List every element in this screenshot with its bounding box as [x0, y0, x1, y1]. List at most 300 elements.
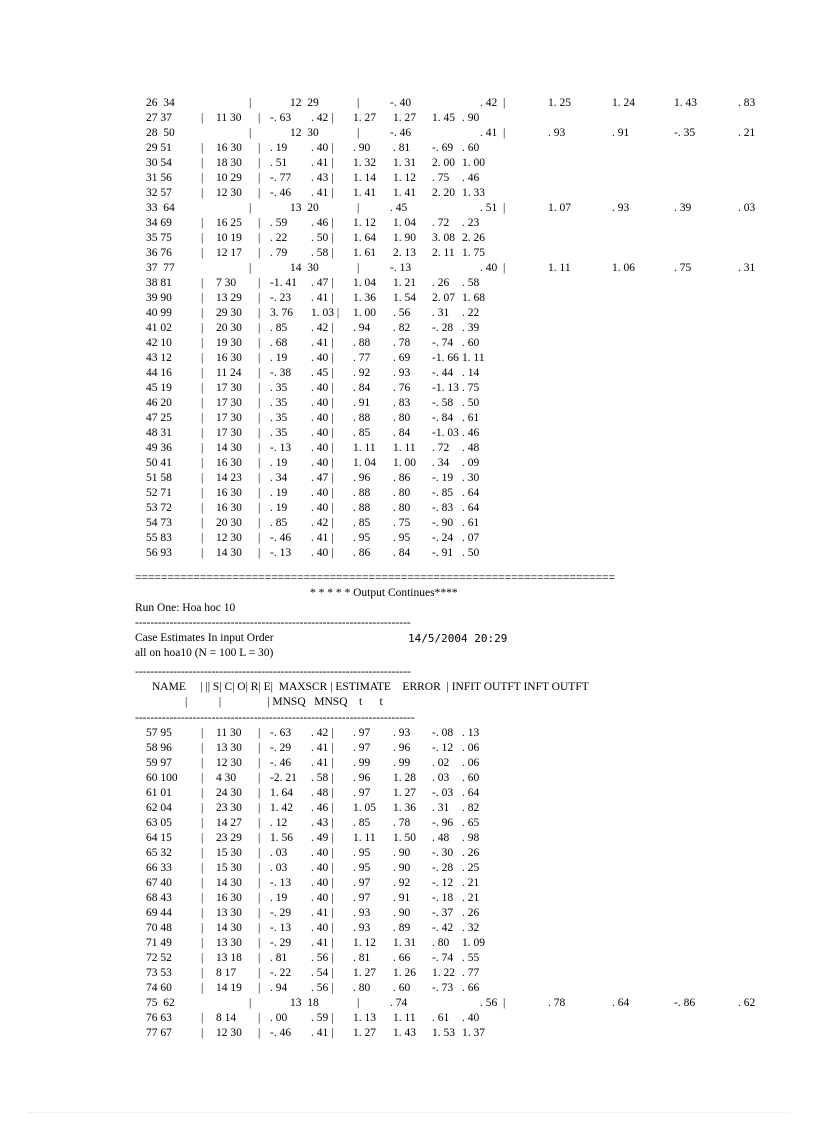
- table-cell: . 47 |: [311, 472, 334, 484]
- table-cell: 1. 06: [612, 262, 635, 274]
- table-cell: . 22: [270, 232, 288, 244]
- table-cell: . 41 |: [311, 187, 334, 199]
- table-cell: 14 19: [216, 982, 242, 994]
- table-cell: . 31: [432, 307, 450, 319]
- table-cell: . 95: [353, 847, 371, 859]
- table-cell: 16 30: [216, 457, 242, 469]
- table-cell: 20 30: [216, 322, 242, 334]
- table-cell: 1. 07: [548, 202, 571, 214]
- table-cell: 7 30: [216, 277, 237, 289]
- table-cell: -. 19: [432, 472, 454, 484]
- table-cell: . 72: [432, 442, 450, 454]
- table-cell: . 81: [353, 952, 371, 964]
- table-cell: 2. 11: [432, 247, 455, 259]
- table-cell: . 51: [270, 157, 288, 169]
- table-cell: 64 15: [146, 832, 172, 844]
- table-cell: -. 69: [432, 142, 454, 154]
- table-cell: 48 31: [146, 427, 172, 439]
- table-cell: . 34: [270, 472, 288, 484]
- table-cell: 69 44: [146, 907, 172, 919]
- table-cell: . 88: [353, 412, 371, 424]
- table-cell: |: [258, 802, 261, 814]
- table-cell: . 64: [462, 502, 480, 514]
- table-cell: |: [258, 862, 261, 874]
- table-cell: 16 25: [216, 217, 242, 229]
- table-cell: . 97: [353, 787, 371, 799]
- table-cell: |: [258, 397, 261, 409]
- table-cell: 1. 37: [462, 1027, 485, 1039]
- table-cell: . 81: [393, 142, 411, 154]
- table-cell: . 84: [393, 427, 411, 439]
- table-cell: . 46: [462, 172, 480, 184]
- table-cell: 70 48: [146, 922, 172, 934]
- table-cell: . 06: [462, 757, 480, 769]
- table-cell: 1. 25: [548, 97, 571, 109]
- table-cell: |: [201, 232, 204, 244]
- table-cell: |: [201, 142, 204, 154]
- table-cell: 1. 28: [393, 772, 416, 784]
- table-cell: 1. 27: [393, 787, 416, 799]
- table-cell: 14 30: [216, 877, 242, 889]
- table-cell: 1. 21: [393, 277, 416, 289]
- table-cell: . 90: [393, 907, 411, 919]
- table-cell: 10 19: [216, 232, 242, 244]
- table-cell: . 45 |: [311, 367, 334, 379]
- table-cell: . 77: [353, 352, 371, 364]
- table-cell: . 46 |: [311, 802, 334, 814]
- table-cell: -. 13: [390, 262, 412, 274]
- table-cell: . 56 |: [311, 952, 334, 964]
- table-cell: -. 83: [432, 502, 454, 514]
- table-cell: 1. 42: [270, 802, 293, 814]
- table-cell: . 83: [393, 397, 411, 409]
- table-cell: |: [201, 802, 204, 814]
- table-cell: |: [258, 772, 261, 784]
- table-cell: -. 46: [390, 127, 412, 139]
- table-cell: |: [258, 277, 261, 289]
- table-cell: |: [357, 97, 360, 109]
- table-cell: . 56 |: [480, 997, 506, 1009]
- table-cell: . 58: [462, 277, 480, 289]
- table-cell: . 03: [270, 847, 288, 859]
- table-cell: -1. 03: [432, 427, 459, 439]
- table-cell: 1. 09: [462, 937, 485, 949]
- table-cell: |: [258, 892, 261, 904]
- table-cell: . 35: [270, 427, 288, 439]
- table-cell: -. 91: [432, 547, 454, 559]
- table-cell: . 74: [390, 997, 408, 1009]
- table-cell: -. 46: [270, 187, 292, 199]
- table-cell: 13 20: [290, 202, 319, 214]
- table-cell: |: [258, 472, 261, 484]
- table-cell: 4 30: [216, 772, 237, 784]
- table-cell: |: [258, 217, 261, 229]
- table-cell: 66 33: [146, 862, 172, 874]
- table-cell: . 61: [462, 412, 480, 424]
- table-cell: -. 18: [432, 892, 454, 904]
- table-cell: 1. 24: [612, 97, 635, 109]
- table-cell: 63 05: [146, 817, 172, 829]
- table-cell: . 78: [548, 997, 566, 1009]
- table-cell: 1. 27: [353, 1027, 376, 1039]
- table-cell: |: [201, 742, 204, 754]
- table-cell: . 02: [432, 757, 450, 769]
- table-cell: -. 28: [432, 322, 454, 334]
- table-cell: 1. 43: [674, 97, 697, 109]
- table-cell: 47 25: [146, 412, 172, 424]
- table-cell: |: [201, 502, 204, 514]
- table-cell: 1. 53: [432, 1027, 455, 1039]
- table-cell: -1. 13: [432, 382, 459, 394]
- table-cell: |: [258, 1012, 261, 1024]
- table-cell: -. 28: [432, 862, 454, 874]
- table-cell: . 85: [353, 427, 371, 439]
- table-cell: |: [201, 247, 204, 259]
- table-cell: 12 30: [216, 532, 242, 544]
- table-cell: 77 67: [146, 1027, 172, 1039]
- table-cell: . 96: [353, 772, 371, 784]
- table-cell: 2. 00: [432, 157, 455, 169]
- table-cell: . 96: [393, 742, 411, 754]
- table-cell: . 91: [353, 397, 371, 409]
- table-cell: 52 71: [146, 487, 172, 499]
- table-cell: -. 74: [432, 337, 454, 349]
- table-cell: |: [258, 232, 261, 244]
- table-cell: . 03: [270, 862, 288, 874]
- table-cell: 23 29: [216, 832, 242, 844]
- table-cell: . 45: [390, 202, 408, 214]
- table-cell: . 89: [393, 922, 411, 934]
- table-cell: |: [201, 472, 204, 484]
- table-cell: 44 16: [146, 367, 172, 379]
- table-cell: |: [258, 457, 261, 469]
- table-cell: . 85: [270, 517, 288, 529]
- table-cell: . 75: [462, 382, 480, 394]
- table-cell: |: [249, 262, 252, 274]
- table-cell: -. 13: [270, 442, 292, 454]
- run-datetime: 14/5/2004 20:29: [408, 632, 508, 645]
- table-cell: . 59 |: [311, 1012, 334, 1024]
- table-cell: -. 73: [432, 982, 454, 994]
- table-cell: 26 34: [146, 97, 175, 109]
- table-cell: |: [258, 172, 261, 184]
- table-cell: 1. 04: [393, 217, 416, 229]
- table-cell: |: [258, 817, 261, 829]
- table-cell: . 46: [462, 427, 480, 439]
- table-cell: . 55: [462, 952, 480, 964]
- table-cell: |: [201, 157, 204, 169]
- table-cell: . 93: [353, 922, 371, 934]
- table-cell: 1. 27: [353, 967, 376, 979]
- table-cell: 29 30: [216, 307, 242, 319]
- table-cell: |: [201, 217, 204, 229]
- table-cell: -. 12: [432, 877, 454, 889]
- table-cell: 14 30: [216, 442, 242, 454]
- table-cell: -. 77: [270, 172, 292, 184]
- table-cell: 3. 76: [270, 307, 293, 319]
- table-cell: |: [258, 502, 261, 514]
- table-cell: . 39: [674, 202, 692, 214]
- table-cell: . 19: [270, 487, 288, 499]
- table-cell: 2. 26: [462, 232, 485, 244]
- table-cell: |: [258, 247, 261, 259]
- table-cell: |: [201, 772, 204, 784]
- table-cell: . 48: [432, 832, 450, 844]
- table-cell: . 91: [393, 892, 411, 904]
- table-cell: 1. 43: [393, 1027, 416, 1039]
- table-cell: 54 73: [146, 517, 172, 529]
- table-cell: . 13: [462, 727, 480, 739]
- table-cell: . 03: [738, 202, 756, 214]
- table-cell: . 32: [462, 922, 480, 934]
- table-cell: . 90: [393, 847, 411, 859]
- table-cell: 16 30: [216, 487, 242, 499]
- table-cell: . 09: [462, 457, 480, 469]
- table-cell: 35 75: [146, 232, 172, 244]
- table-cell: 1. 61: [353, 247, 376, 259]
- table-cell: 1. 14: [353, 172, 376, 184]
- table-cell: |: [258, 982, 261, 994]
- table-cell: 51 58: [146, 472, 172, 484]
- table-cell: . 88: [353, 337, 371, 349]
- table-cell: 57 95: [146, 727, 172, 739]
- table-cell: 1. 05: [353, 802, 376, 814]
- table-cell: 2. 13: [393, 247, 416, 259]
- table-cell: . 95: [393, 532, 411, 544]
- table-cell: . 00: [270, 1012, 288, 1024]
- table-cell: |: [201, 1027, 204, 1039]
- table-cell: . 42 |: [311, 112, 334, 124]
- table-cell: 1. 11: [393, 1012, 416, 1024]
- table-cell: . 85: [353, 517, 371, 529]
- table-cell: . 06: [462, 742, 480, 754]
- table-cell: -. 96: [432, 817, 454, 829]
- table-cell: 55 83: [146, 532, 172, 544]
- table-cell: 3. 08: [432, 232, 455, 244]
- table-cell: |: [201, 367, 204, 379]
- table-header-line-2: | | | MNSQ MNSQ t t: [185, 696, 383, 708]
- table-cell: |: [201, 877, 204, 889]
- table-cell: 1. 64: [353, 232, 376, 244]
- table-cell: |: [201, 412, 204, 424]
- table-cell: . 40 |: [311, 502, 334, 514]
- table-cell: |: [201, 787, 204, 799]
- table-cell: . 03: [432, 772, 450, 784]
- table-cell: . 41 |: [311, 742, 334, 754]
- table-cell: -. 30: [432, 847, 454, 859]
- table-cell: |: [201, 397, 204, 409]
- table-cell: . 40 |: [311, 457, 334, 469]
- table-cell: . 81: [270, 952, 288, 964]
- table-cell: 11 30: [216, 112, 242, 124]
- table-cell: . 75: [393, 517, 411, 529]
- table-cell: 12 17: [216, 247, 242, 259]
- table-cell: 14 27: [216, 817, 242, 829]
- table-cell: 50 41: [146, 457, 172, 469]
- table-cell: 12 30: [216, 1027, 242, 1039]
- table-cell: . 23: [462, 217, 480, 229]
- table-cell: . 19: [270, 142, 288, 154]
- table-cell: 30 54: [146, 157, 172, 169]
- table-cell: |: [201, 277, 204, 289]
- table-cell: 58 96: [146, 742, 172, 754]
- table-cell: 8 14: [216, 1012, 237, 1024]
- table-cell: 19 30: [216, 337, 242, 349]
- table-cell: . 25: [462, 862, 480, 874]
- table-cell: . 42 |: [480, 97, 506, 109]
- table-cell: 39 90: [146, 292, 172, 304]
- table-cell: |: [201, 937, 204, 949]
- table-cell: 2. 07: [432, 292, 455, 304]
- table-cell: |: [258, 292, 261, 304]
- table-cell: . 34: [432, 457, 450, 469]
- table-cell: . 75: [674, 262, 692, 274]
- table-cell: . 40: [462, 1012, 480, 1024]
- table-cell: -. 44: [432, 367, 454, 379]
- table-cell: 17 30: [216, 382, 242, 394]
- table-cell: 1. 11: [353, 832, 376, 844]
- table-cell: |: [258, 427, 261, 439]
- table-cell: |: [258, 727, 261, 739]
- table-cell: -. 13: [270, 547, 292, 559]
- table-cell: . 49 |: [311, 832, 334, 844]
- table-cell: -. 23: [270, 292, 292, 304]
- table-cell: . 80: [393, 412, 411, 424]
- table-cell: |: [201, 862, 204, 874]
- table-cell: |: [258, 967, 261, 979]
- table-cell: . 40 |: [311, 412, 334, 424]
- table-cell: . 40 |: [311, 847, 334, 859]
- table-cell: |: [201, 517, 204, 529]
- table-cell: . 92: [393, 877, 411, 889]
- table-cell: 15 30: [216, 862, 242, 874]
- table-cell: -. 74: [432, 952, 454, 964]
- table-cell: . 93: [353, 907, 371, 919]
- table-cell: 53 72: [146, 502, 172, 514]
- table-cell: . 64: [462, 787, 480, 799]
- table-cell: -. 03: [432, 787, 454, 799]
- table-cell: |: [357, 997, 360, 1009]
- table-cell: . 92: [353, 367, 371, 379]
- table-cell: . 69: [393, 352, 411, 364]
- table-cell: . 77: [462, 967, 480, 979]
- table-cell: 14 30: [290, 262, 319, 274]
- table-cell: 36 76: [146, 247, 172, 259]
- table-cell: -. 37: [432, 907, 454, 919]
- table-cell: 13 30: [216, 907, 242, 919]
- table-cell: . 21: [462, 892, 480, 904]
- table-cell: 1. 31: [393, 157, 416, 169]
- table-cell: . 60: [393, 982, 411, 994]
- table-cell: . 14: [462, 367, 480, 379]
- table-cell: 13 18: [290, 997, 319, 1009]
- table-cell: -1. 41: [270, 277, 297, 289]
- output-continues: * * * * * Output Continues****: [310, 587, 458, 599]
- table-cell: . 19: [270, 892, 288, 904]
- table-cell: . 95: [353, 862, 371, 874]
- table-cell: |: [258, 787, 261, 799]
- table-cell: 71 49: [146, 937, 172, 949]
- table-cell: . 90: [462, 112, 480, 124]
- table-cell: . 68: [270, 337, 288, 349]
- table-cell: -. 86: [674, 997, 696, 1009]
- table-cell: . 91: [612, 127, 630, 139]
- table-cell: |: [258, 832, 261, 844]
- table-cell: . 64: [462, 487, 480, 499]
- table-cell: 1. 33: [462, 187, 485, 199]
- table-cell: 11 30: [216, 727, 242, 739]
- table-cell: 1. 41: [353, 187, 376, 199]
- table-cell: |: [258, 742, 261, 754]
- table-cell: |: [201, 112, 204, 124]
- table-cell: 13 30: [216, 742, 242, 754]
- table-cell: -1. 66: [432, 352, 459, 364]
- table-cell: -. 08: [432, 727, 454, 739]
- table-cell: -. 13: [270, 877, 292, 889]
- table-cell: 13 18: [216, 952, 242, 964]
- table-cell: 1. 04: [353, 457, 376, 469]
- table-cell: . 41 |: [311, 337, 334, 349]
- table-cell: . 62: [738, 997, 756, 1009]
- table-cell: -. 12: [432, 742, 454, 754]
- table-cell: |: [258, 112, 261, 124]
- table-cell: . 84: [353, 382, 371, 394]
- table-cell: 38 81: [146, 277, 172, 289]
- table-cell: 13 29: [216, 292, 242, 304]
- table-cell: 31 56: [146, 172, 172, 184]
- table-cell: |: [249, 97, 252, 109]
- table-cell: . 97: [353, 877, 371, 889]
- table-cell: . 07: [462, 532, 480, 544]
- table-cell: |: [258, 532, 261, 544]
- table-cell: |: [201, 427, 204, 439]
- table-cell: |: [249, 997, 252, 1009]
- table-cell: 1. 75: [462, 247, 485, 259]
- table-cell: |: [258, 367, 261, 379]
- table-cell: |: [201, 832, 204, 844]
- table-cell: 12 30: [216, 757, 242, 769]
- table-cell: 1. 36: [353, 292, 376, 304]
- table-cell: . 43 |: [311, 817, 334, 829]
- table-cell: . 94: [353, 322, 371, 334]
- table-cell: 1. 68: [462, 292, 485, 304]
- table-cell: 17 30: [216, 412, 242, 424]
- table-cell: 14 30: [216, 922, 242, 934]
- table-cell: . 40 |: [311, 862, 334, 874]
- table-cell: . 94: [270, 982, 288, 994]
- table-cell: . 60: [462, 337, 480, 349]
- table-cell: . 88: [353, 487, 371, 499]
- table-cell: |: [201, 352, 204, 364]
- table-cell: . 93: [393, 727, 411, 739]
- table-cell: |: [201, 757, 204, 769]
- table-cell: . 30: [462, 472, 480, 484]
- table-cell: 62 04: [146, 802, 172, 814]
- table-cell: . 41 |: [311, 532, 334, 544]
- table-cell: 10 29: [216, 172, 242, 184]
- table-cell: . 35: [270, 412, 288, 424]
- table-cell: . 97: [353, 727, 371, 739]
- table-cell: . 65: [462, 817, 480, 829]
- table-cell: . 78: [393, 817, 411, 829]
- table-cell: |: [201, 922, 204, 934]
- table-cell: 1. 54: [393, 292, 416, 304]
- table-cell: 12 29: [290, 97, 319, 109]
- table-cell: 45 19: [146, 382, 172, 394]
- table-cell: 1. 04: [353, 277, 376, 289]
- table-cell: |: [201, 337, 204, 349]
- table-cell: |: [258, 937, 261, 949]
